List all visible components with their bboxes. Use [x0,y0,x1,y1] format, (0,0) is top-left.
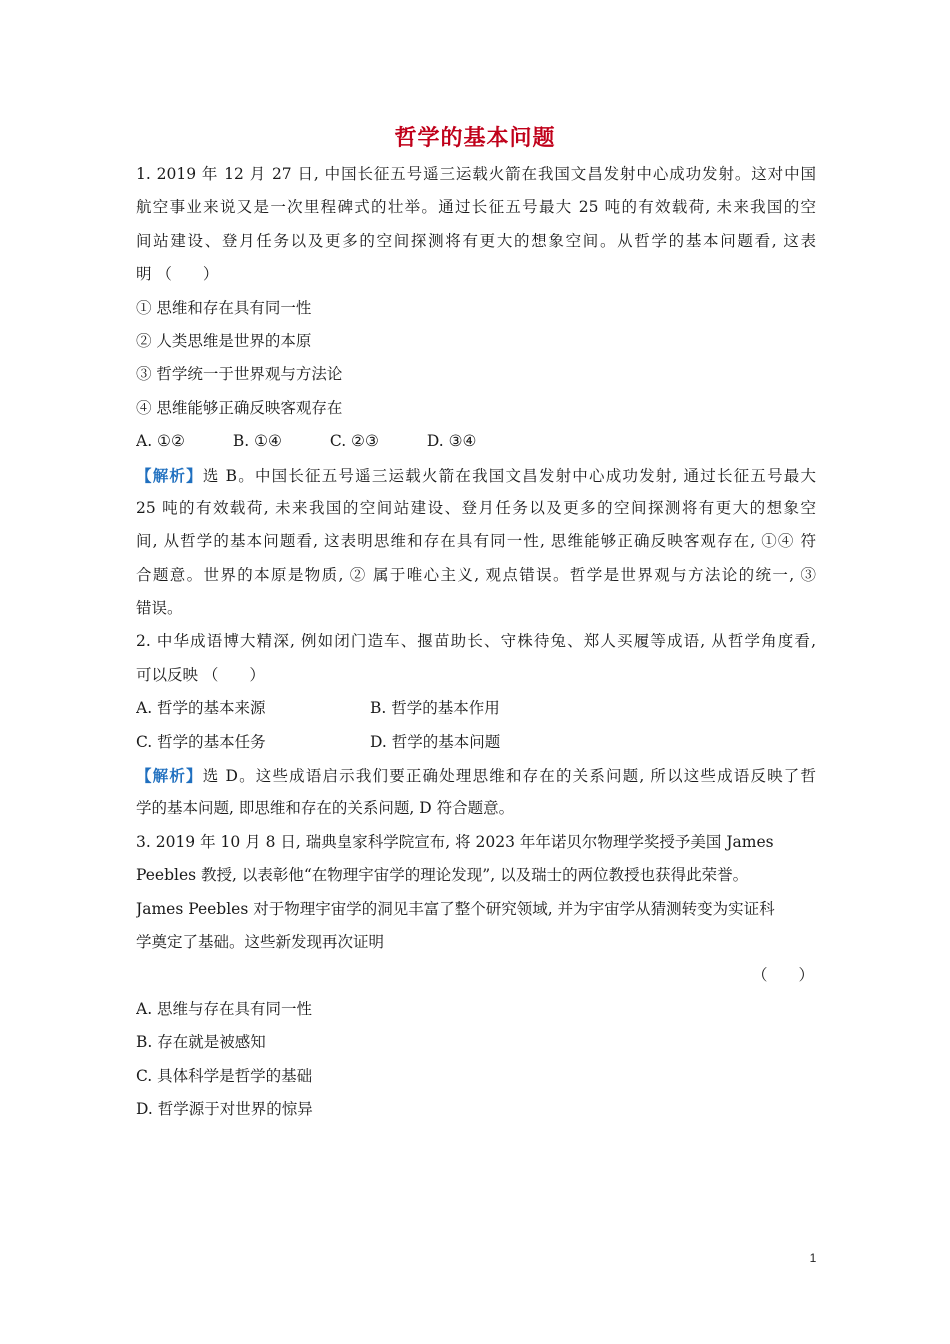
option-d: D. ③④ [426,432,477,451]
option-d: D. 哲学源于对世界的惊异 [136,1099,313,1118]
option-d: D. 哲学的基本问题 [370,732,501,751]
answer-options [136,726,816,759]
option-a: A. ①② [136,432,185,451]
question-stem-line: Peebles 教授, 以表彰他“在物理宇宙学的理论发现”, 以及瑞士的两位教授也获得此荣誉。 [136,866,749,885]
question-stem-line: 航空事业来说又是一次里程碑式的壮举。通过长征五号最大 25 吨的有效载荷, 未来我国的空 [136,198,816,217]
answer-options [136,425,816,458]
statement-item: ③ 哲学统一于世界观与方法论 [136,365,343,384]
option-c: C. ②③ [329,432,379,451]
question-stem-line: James Peebles 对于物理宇宙学的洞见丰富了整个研究领域, 并为宇宙学从猜测转变为实证科 [136,899,775,918]
option-c: C. 具体科学是哲学的基础 [136,1066,313,1085]
question-stem-line: 2. 中华成语博大精深, 例如闭门造车、揠苗助长、守株待兔、郑人买履等成语, 从哲学角度看, [136,632,816,651]
document-body [136,158,816,1126]
analysis-tag: 【解析】 [136,766,203,786]
analysis-line [136,459,816,492]
question-3 [136,826,816,1127]
page-number: 1 [809,1251,817,1265]
question-stem-line: 1. 2019 年 12 月 27 日, 中国长征五号遥三运载火箭在我国文昌发射中心成功发射。这对中国 [136,165,816,183]
analysis-text: 选 D。这些成语启示我们要正确处理思维和存在的关系问题, 所以这些成语反映了哲 [202,767,816,786]
analysis-line: 间, 从哲学的基本问题看, 这表明思维和存在具有同一性, 思维能够正确反映客观存在, ①④ 符 [136,532,816,551]
option-c: C. 哲学的基本任务 [136,732,266,751]
analysis-text: 选 B。中国长征五号遥三运载火箭在我国文昌发射中心成功发射, 通过长征五号最大 [202,466,816,485]
analysis-line [136,759,816,792]
question-stem-line: 学奠定了基础。这些新发现再次证明 [136,932,385,951]
analysis-line: 合题意。世界的本原是物质, ② 属于唯心主义, 观点错误。哲学是世界观与方法论的统一, ③ [136,565,816,584]
analysis-line: 错误。 [136,599,183,618]
page-title: 哲学的基本问题 [394,125,556,151]
question-1 [136,158,816,625]
option-b: B. 哲学的基本作用 [370,699,500,718]
analysis-line: 学的基本问题, 即思维和存在的关系问题, D 符合题意。 [136,799,515,818]
statement-item: ④ 思维能够正确反映客观存在 [136,398,343,417]
statement-item: ① 思维和存在具有同一性 [136,298,312,317]
question-stem-line: 明 （ ） [136,265,219,284]
answer-options [136,692,816,725]
option-b: B. 存在就是被感知 [136,1033,266,1052]
question-stem-line: 间站建设、登月任务以及更多的空间探测将有更大的想象空间。从哲学的基本问题看, 这表 [136,231,816,250]
question-2 [136,625,816,825]
option-a: A. 思维与存在具有同一性 [136,999,313,1018]
option-b: B. ①④ [232,432,282,451]
question-stem-line: 3. 2019 年 10 月 8 日, 瑞典皇家科学院宣布, 将 2023 年年诺贝尔物理学奖授予美国 James [136,832,774,851]
option-a: A. 哲学的基本来源 [136,699,266,718]
analysis-line: 25 吨的有效载荷, 未来我国的空间站建设、登月任务以及更多的空间探测将有更大的想象空 [136,498,816,517]
question-stem-line: 可以反映 （ ） [136,665,265,684]
answer-blank: （ ） [751,966,814,985]
analysis-tag: 【解析】 [136,465,203,485]
statement-item: ② 人类思维是世界的本原 [136,331,312,350]
